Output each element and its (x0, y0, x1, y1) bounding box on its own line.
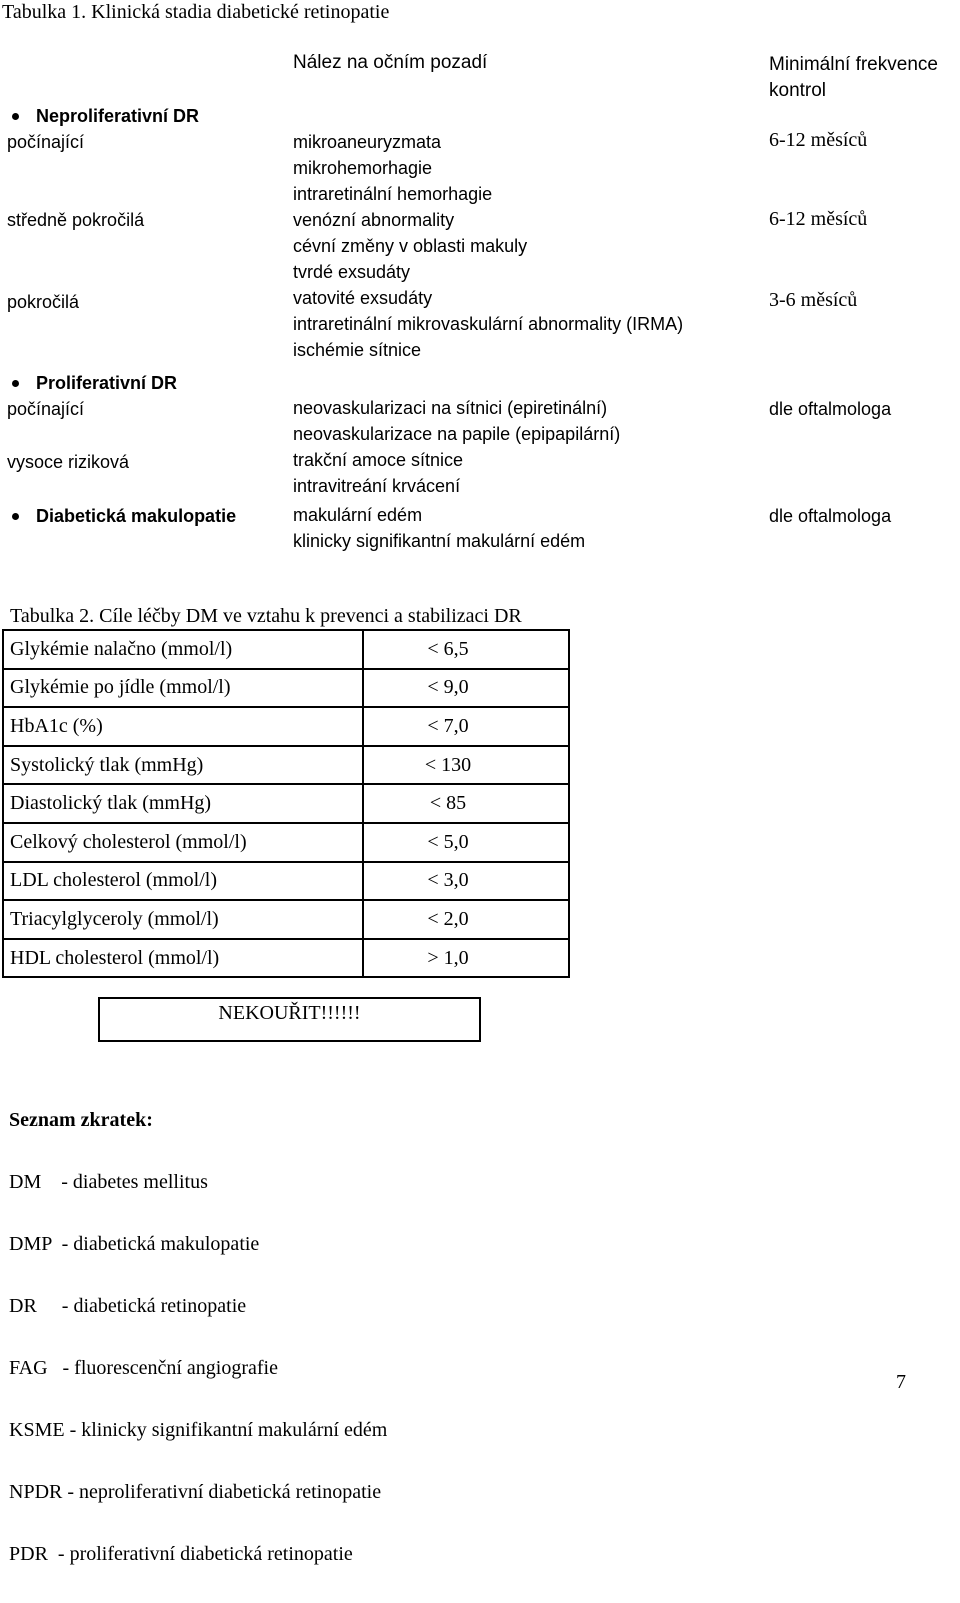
goal-value-text: < 3,0 (427, 869, 469, 892)
frequency-value: dle oftalmologa (769, 506, 892, 526)
pdr-heading: Proliferativní DR (36, 373, 178, 393)
goal-value-text: < 7,0 (427, 714, 469, 737)
goal-value-text: < 2,0 (427, 907, 469, 930)
table2-caption: Tabulka 2. Cíle léčby DM ve vztahu k prevenci a stabilizaci DR (10, 605, 522, 627)
abbreviation-item: DMP - diabetická makulopatie (9, 1233, 260, 1255)
table-row (3, 862, 569, 901)
finding-item: intraretinální hemorhagie (293, 184, 493, 204)
findings-list (293, 502, 585, 554)
goal-value (363, 900, 569, 939)
npdr-heading: Neproliferativní DR (36, 106, 200, 126)
table-row (3, 939, 569, 978)
goal-value (363, 746, 569, 785)
abbreviation-item: DR - diabetická retinopatie (9, 1295, 247, 1317)
goal-label: Triacylglyceroly (mmol/l) (3, 900, 363, 939)
goal-value (363, 707, 569, 746)
frequency-value: dle oftalmologa (769, 399, 892, 419)
finding-item: vatovité exsudáty (293, 288, 433, 308)
table-row (3, 784, 569, 823)
goal-value-text: < 9,0 (427, 676, 469, 699)
col-frequency-line-2: kontrol (769, 80, 827, 101)
stage-label: počínající (7, 399, 85, 419)
finding-item: makulární edém (293, 505, 423, 525)
dmp-heading: Diabetická makulopatie (36, 506, 237, 526)
abbreviation-item: FAG - fluorescenční angiografie (9, 1357, 278, 1379)
col-frequency-header (769, 52, 938, 104)
finding-item: tvrdé exsudáty (293, 262, 411, 282)
table-row (3, 823, 569, 862)
abbreviation-item: PDR - proliferativní diabetická retinopatie (9, 1543, 353, 1565)
goal-value-text: < 130 (424, 753, 472, 776)
goal-label: HDL cholesterol (mmol/l) (3, 939, 363, 978)
finding-item: cévní změny v oblasti makuly (293, 236, 528, 256)
stage-label: pokročilá (7, 292, 80, 312)
finding-item: ischémie sítnice (293, 340, 422, 360)
table-row (3, 900, 569, 939)
finding-item: trakční amoce sítnice (293, 450, 464, 470)
table-row (3, 669, 569, 708)
findings-list (293, 395, 620, 499)
frequency-value: 6-12 měsíců (769, 208, 868, 230)
stage-label: vysoce riziková (7, 452, 130, 472)
abbreviations-list (9, 1071, 387, 1603)
abbreviation-item: DM - diabetes mellitus (9, 1171, 208, 1193)
finding-item: klinicky signifikantní makulární edém (293, 531, 586, 551)
goal-value (363, 630, 569, 669)
stage-label: počínající (7, 132, 85, 152)
abbreviations-heading: Seznam zkratek: (9, 1109, 153, 1131)
frequency-value: 6-12 měsíců (769, 129, 868, 151)
goal-value (363, 939, 569, 978)
finding-item: neovaskularizaci na sítnici (epiretinální) (293, 398, 608, 418)
findings-list (293, 129, 683, 363)
bullet-pdr (12, 380, 19, 387)
finding-item: mikrohemorhagie (293, 158, 433, 178)
table-row (3, 746, 569, 785)
table-row (3, 630, 569, 669)
finding-item: intraretinální mikrovaskulární abnormality (IRMA) (293, 314, 684, 334)
abbreviation-item: KSME - klinicky signifikantní makulární edém (9, 1419, 388, 1441)
goal-value (363, 784, 569, 823)
abbreviation-item: NPDR - neproliferativní diabetická retinopatie (9, 1481, 382, 1503)
finding-item: intravitreání krvácení (293, 476, 461, 496)
finding-item: venózní abnormality (293, 210, 455, 230)
goal-label: LDL cholesterol (mmol/l) (3, 862, 363, 901)
goal-value-text: > 1,0 (427, 946, 469, 969)
goal-label: Diastolický tlak (mmHg) (3, 784, 363, 823)
goal-value-text: < 5,0 (427, 830, 469, 853)
goal-label: Glykémie po jídle (mmol/l) (3, 669, 363, 708)
finding-item: neovaskularizace na papile (epipapilární) (293, 424, 621, 444)
no-smoking-note: NEKOUŘIT!!!!!! (98, 997, 481, 1042)
goal-label: Glykémie nalačno (mmol/l) (3, 630, 363, 669)
page-number: 7 (896, 1371, 906, 1393)
goal-label: Systolický tlak (mmHg) (3, 746, 363, 785)
goal-value-text: < 6,5 (427, 637, 469, 660)
goal-value (363, 669, 569, 708)
finding-item: mikroaneuryzmata (293, 132, 442, 152)
goal-value-text: < 85 (429, 792, 467, 815)
col-finding-header: Nález na očním pozadí (293, 52, 488, 73)
table-row (3, 707, 569, 746)
bullet-npdr (12, 113, 19, 120)
bullet-dmp (12, 513, 19, 520)
goal-value (363, 823, 569, 862)
treatment-goals-table (2, 629, 570, 978)
goal-label: HbA1c (%) (3, 707, 363, 746)
stage-label: středně pokročilá (7, 210, 145, 230)
goal-value (363, 862, 569, 901)
table1-caption: Tabulka 1. Klinická stadia diabetické retinopatie (2, 1, 390, 23)
goal-label: Celkový cholesterol (mmol/l) (3, 823, 363, 862)
frequency-value: 3-6 měsíců (769, 289, 858, 311)
col-frequency-line-1: Minimální frekvence (769, 54, 938, 75)
